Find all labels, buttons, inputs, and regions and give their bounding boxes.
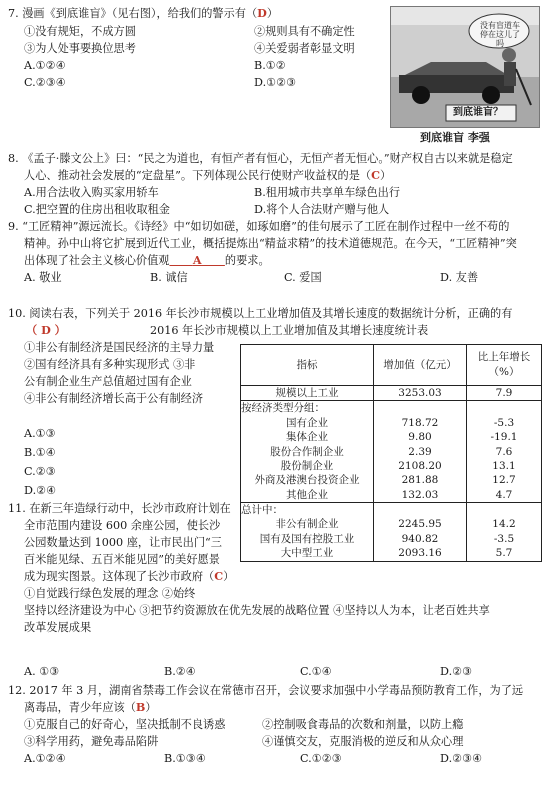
q7-answer: D — [257, 6, 267, 20]
q10-choice-b: B.①④ — [24, 446, 56, 459]
q10-option-2: ②国有经济具有多种实现形式 ③非 — [24, 358, 196, 371]
q8-line-1: 8. 《孟子·滕文公上》曰：“民之为道也，有恒产者有恒心，无恒产者无恒心。”财产权自古以来就是稳定 — [8, 152, 513, 165]
table-row: 股份制企业 2108.20 13.1 — [241, 459, 541, 473]
table-row: 股份合作制企业 2.39 7.6 — [241, 445, 541, 459]
q8-choice-c: C.把空置的住房出租收取租金 — [24, 203, 170, 216]
q9-choice-a: A. 敬业 — [24, 271, 62, 284]
q12-option-4: ④谨慎交友，克服消极的逆反和从众心理 — [262, 735, 464, 748]
q8-choice-b: B.租用城市共享单车绿色出行 — [254, 186, 401, 199]
q7-stem: 7. 漫画《到底谁盲》（见右图），给我们的警示有（D） — [8, 6, 279, 20]
table-row: 国有企业 718.72 -5.3 — [241, 416, 541, 430]
q9-line-3: 出体现了社会主义核心价值观 A 的要求。 — [24, 253, 270, 267]
q12-answer: B — [135, 700, 146, 714]
q12-line-1: 12. 2017 年 3 月，湖南省禁毒工作会议在常德市召开，会议要求加强中小学毒品预防教育工作，为了远 — [8, 684, 524, 697]
q9-choice-c: C. 爱国 — [284, 271, 322, 284]
q7-choice-b: B.①② — [254, 59, 286, 72]
q11-choice-b: B.②④ — [164, 665, 196, 678]
table-row: 大中型工业 2093.16 5.7 — [241, 546, 541, 560]
table-header-row — [241, 345, 541, 386]
q9-choice-b: B. 诚信 — [150, 271, 188, 284]
q8-answer: C — [371, 168, 380, 182]
cartoon-image — [390, 6, 540, 128]
q12-option-2: ②控制吸食毒品的次数和剂量，以防上瘾 — [262, 718, 464, 731]
q11-line-8: 改革发展成果 — [24, 621, 92, 634]
q8-choice-d: D.将个人合法财产赠与他人 — [254, 203, 390, 216]
cartoon-banner-text: 到底谁盲？ — [453, 107, 503, 118]
q12-option-1: ①克服自己的好奇心，坚决抵制不良诱惑 — [24, 718, 226, 731]
table-row: 总计中： — [241, 503, 541, 518]
q9-line-1: 9. “工匠精神”源远流长。《诗经》中“如切如磋，如琢如磨”的佳句展示了工匠在制作过程中一丝不苟的 — [8, 220, 510, 233]
q12-choice-a: A.①②④ — [24, 752, 66, 765]
cartoon-bubble-text: 没有盲道车停在这儿了吗 — [480, 21, 520, 49]
q8-choice-a: A.用合法收入购买家用轿车 — [24, 186, 159, 199]
q11-line-2: 全市范围内建设 600 余座公园，使长沙 — [24, 519, 221, 532]
q10-choice-c: C.②③ — [24, 465, 56, 478]
table-row: 外商及港澳台投资企业 281.88 12.7 — [241, 473, 541, 487]
q10-option-1: ①非公有制经济是国民经济的主导力量 — [24, 341, 215, 354]
q12-choice-d: D.②③④ — [440, 752, 483, 765]
q11-answer: C — [214, 569, 224, 583]
q8-line-2: 人心、推动社会发展的“定盘星”。下列体现公民行使财产收益权的是（C） — [24, 168, 392, 182]
q9-line-2: 精神。孙中山将它扩展到近代工业，概括提炼出“精益求精”的技术道德规范。在今天，“工匠精神”突 — [24, 237, 517, 250]
q7-option-2: ②规则具有不确定性 — [254, 25, 355, 38]
table-header-indicator: 指标 — [241, 345, 374, 386]
q10-option-4: ④非公有制经济增长高于公有制经济 — [24, 392, 204, 405]
q7-option-4: ④关爱弱者彰显文明 — [254, 42, 355, 55]
q7-option-1: ①没有规矩，不成方圆 — [24, 25, 136, 38]
q11-line-7: 坚持以经济建设为中心 ③把节约资源放在优先发展的战略位置 ④坚持以人为本，让老百姓共享 — [24, 604, 490, 617]
q10-line-1: 10. 阅读右表，下列关于 2016 年长沙市规模以上工业增加值及其增长速度的数据统计分析，正确的有 — [8, 307, 513, 320]
table-row: 规模以上工业 3253.03 7.9 — [241, 386, 541, 401]
table-row: 国有及国有控股工业 940.82 -3.5 — [241, 532, 541, 546]
q11-line-1: 11. 在新三年造绿行动中，长沙市政府计划在 — [8, 502, 231, 515]
q12-choice-c: C.①②③ — [300, 752, 342, 765]
q9-answer-blank: A — [192, 253, 202, 267]
q11-choice-a: A. ①③ — [24, 665, 60, 678]
q10-answer: （ D ） — [26, 323, 66, 337]
table-header-value: 增加值（亿元） — [374, 345, 467, 386]
q11-line-6: ①自觉践行绿色发展的理念 ②始终 — [24, 587, 196, 600]
cartoon-caption: 到底谁盲 李强 — [420, 131, 490, 144]
q10-choice-d: D.②④ — [24, 484, 57, 497]
q12-option-3: ③科学用药，避免毒品陷阱 — [24, 735, 159, 748]
q12-line-2: 离毒品，青少年应该（B） — [24, 700, 157, 714]
q11-line-5: 成为现实图景。这体现了长沙市政府（C） — [24, 569, 235, 583]
table-row: 集体企业 9.80 -19.1 — [241, 430, 541, 444]
table-header-growth: 比上年增长（%） — [467, 345, 542, 386]
q7-choice-d: D.①②③ — [254, 76, 297, 89]
table-row: 其他企业 132.03 4.7 — [241, 488, 541, 503]
q12-choice-b: B.①③④ — [164, 752, 206, 765]
q10-choice-a: A.①③ — [24, 427, 56, 440]
q7-choice-c: C.②③④ — [24, 76, 66, 89]
table-row: 按经济类型分组： — [241, 401, 541, 416]
q7-choice-a: A.①②④ — [24, 59, 66, 72]
q7-option-3: ③为人处事要换位思考 — [24, 42, 136, 55]
q11-choice-d: D.②③ — [440, 665, 473, 678]
q11-choice-c: C.①④ — [300, 665, 332, 678]
q11-line-4: 百米能见绿、五百米能见园”的美好愿景 — [24, 553, 220, 566]
q11-line-3: 公园数量达到 1000 座，让市民出门“三 — [24, 536, 222, 549]
table-row: 非公有制企业 2245.95 14.2 — [241, 518, 541, 532]
statistics-table — [240, 344, 542, 562]
table-title: 2016 年长沙市规模以上工业增加值及其增长速度统计表 — [150, 324, 429, 337]
q9-choice-d: D. 友善 — [440, 271, 479, 284]
q10-option-2-cont: 公有制企业生产总值超过国有企业 — [24, 375, 192, 388]
